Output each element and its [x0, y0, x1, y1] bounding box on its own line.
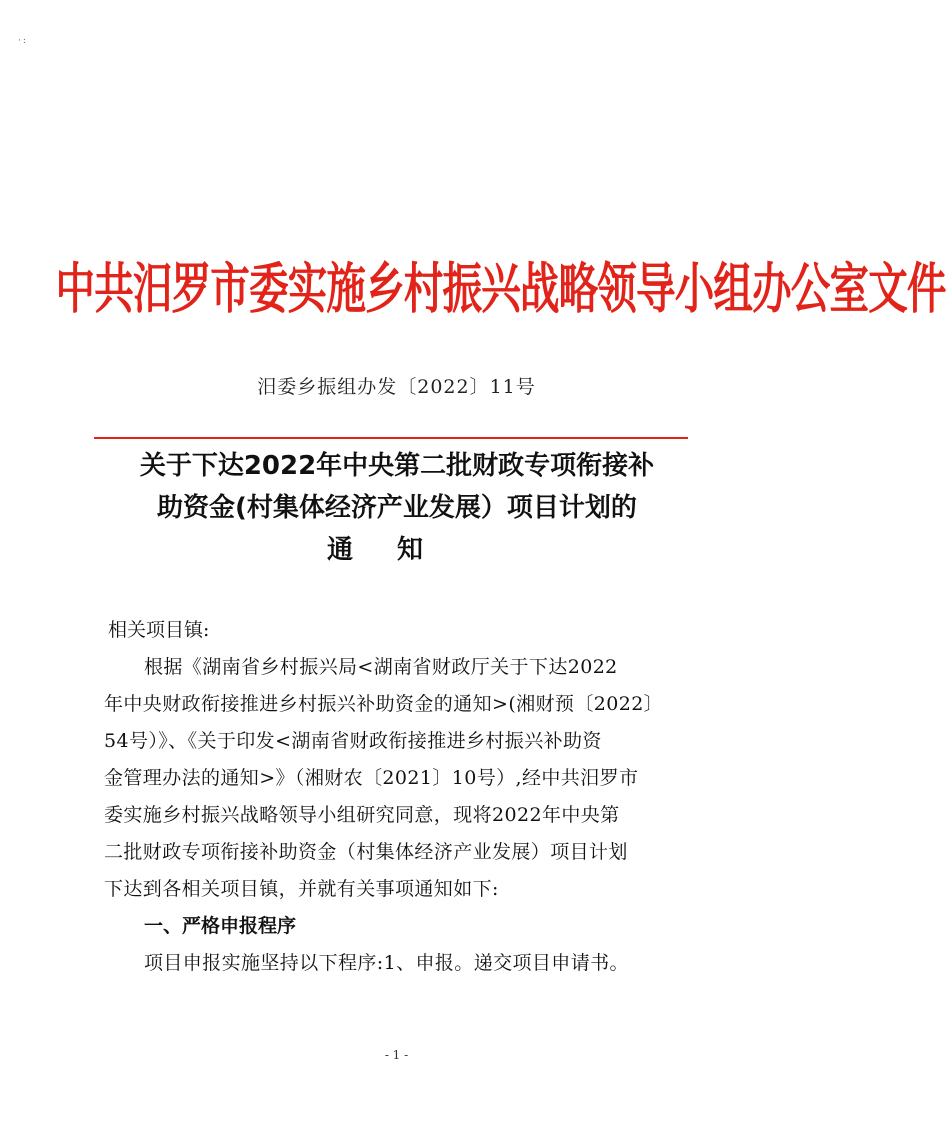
body-line-5: 委实施乡村振兴战略领导小组研究同意，现将2022年中央第 [104, 804, 620, 826]
section-heading: 一、严格申报程序 [144, 915, 297, 937]
page-number: - 1 - [384, 1048, 409, 1062]
body-line-2: 年中央财政衔接推进乡村振兴补助资金的通知>(湘财预〔2022〕 [104, 693, 664, 715]
scan-artifact: ·: [18, 36, 28, 46]
document-body [104, 612, 694, 982]
section-text: 项目申报实施坚持以下程序:1、申报。递交项目申请书。 [144, 952, 629, 974]
body-line-1: 根据《湖南省乡村振兴局<湖南省财政厅关于下达2022 [144, 656, 618, 678]
subject-line-1: 关于下达2022年中央第二批财政专项衔接补 [139, 451, 655, 481]
red-header-title: 中共汨罗市委实施乡村振兴战略领导小组办公室文件 [55, 256, 946, 321]
subject-line-2: 助资金(村集体经济产业发展）项目计划的 [157, 493, 637, 523]
document-number: 汨委乡振组办发〔2022〕11号 [257, 376, 536, 398]
salutation: 相关项目镇: [108, 619, 210, 641]
body-line-3: 54号）》、《关于印发<湖南省财政衔接推进乡村振兴补助资 [104, 730, 602, 752]
red-divider-line [94, 437, 688, 439]
body-line-4: 金管理办法的通知>》（湘财农〔2021〕10号）,经中共汨罗市 [104, 767, 639, 789]
body-line-7: 下达到各相关项目镇，并就有关事项通知如下: [104, 878, 499, 900]
body-line-6: 二批财政专项衔接补助资金（村集体经济产业发展）项目计划 [104, 841, 628, 863]
document-subject [92, 445, 702, 571]
subject-line-3: 通知 [326, 535, 467, 565]
